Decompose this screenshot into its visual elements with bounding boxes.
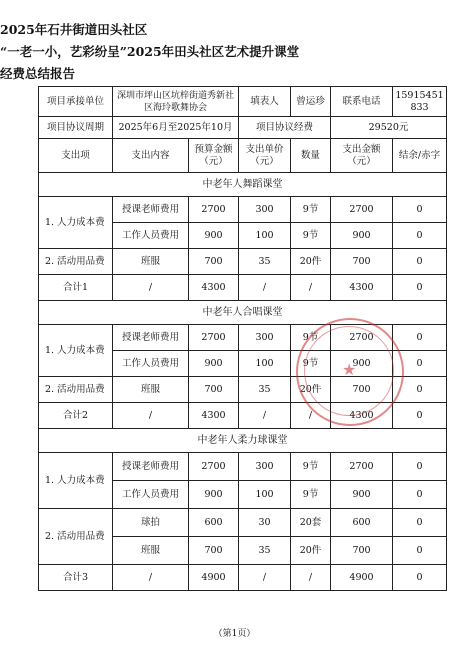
price-cell: 100 [239,223,291,249]
section-title-row [39,301,447,325]
content-cell: 球拍 [113,509,189,537]
spend-cell: 2700 [331,453,393,481]
header-unit-price: 支出单价（元） [239,139,291,173]
unit-label: 项目承接单位 [39,87,113,117]
budget-cell: 700 [189,537,239,565]
balance-cell: 0 [393,377,447,403]
expense-category: 2. 活动用品费 [39,509,113,565]
qty-cell: 20件 [291,537,331,565]
section-title-row [39,429,447,453]
content-cell: 班服 [113,377,189,403]
budget-cell: 600 [189,509,239,537]
spend-cell: 700 [331,249,393,275]
budget-cell: 900 [189,481,239,509]
section-title-row [39,173,447,197]
table-row [39,453,447,481]
header-row [39,139,447,173]
content-cell: 工作人员费用 [113,223,189,249]
price-cell: 100 [239,481,291,509]
spend-cell: 4300 [331,403,393,429]
content-cell: 授课老师费用 [113,453,189,481]
content-cell: / [113,565,189,591]
balance-cell: 0 [393,249,447,275]
section-title: 中老年人柔力球课堂 [39,429,447,453]
header-spend: 支出金额（元） [331,139,393,173]
price-cell: 35 [239,377,291,403]
funding-value: 29520元 [331,117,447,139]
expense-category: 2. 活动用品费 [39,377,113,403]
content-cell: 班服 [113,249,189,275]
unit-value: 深圳市坪山区坑梓街道秀新社区海玲歌舞协会 [113,87,239,117]
spend-cell: 900 [331,223,393,249]
budget-cell: 700 [189,377,239,403]
header-qty: 数量 [291,139,331,173]
content-cell: / [113,403,189,429]
total-row [39,403,447,429]
expense-category: 2. 活动用品费 [39,249,113,275]
balance-cell: 0 [393,275,447,301]
price-cell: 35 [239,537,291,565]
price-cell: / [239,403,291,429]
spend-cell: 600 [331,509,393,537]
qty-cell: 9节 [291,453,331,481]
qty-cell: / [291,565,331,591]
balance-cell: 0 [393,351,447,377]
qty-cell: 20套 [291,509,331,537]
spend-cell: 700 [331,377,393,403]
price-cell: 35 [239,249,291,275]
expense-category: 1. 人力成本费 [39,453,113,509]
content-cell: / [113,275,189,301]
expense-category: 1. 人力成本费 [39,325,113,377]
phone-label: 联系电话 [331,87,393,117]
price-cell: 300 [239,453,291,481]
content-cell: 工作人员费用 [113,351,189,377]
qty-cell: 9节 [291,481,331,509]
balance-cell: 0 [393,453,447,481]
spend-cell: 2700 [331,325,393,351]
qty-cell: 20件 [291,377,331,403]
price-cell: 100 [239,351,291,377]
table-row [39,197,447,223]
price-cell: 300 [239,325,291,351]
balance-cell: 0 [393,403,447,429]
spend-cell: 4900 [331,565,393,591]
document-title-line2: “一老一小，艺彩纷呈”2025年田头社区艺术提升课堂 [0,44,300,59]
budget-cell: 900 [189,223,239,249]
budget-cell: 900 [189,351,239,377]
qty-cell: 20件 [291,249,331,275]
spend-cell: 700 [331,537,393,565]
header-balance: 结余/赤字 [393,139,447,173]
expense-report-table [38,86,447,591]
price-cell: / [239,565,291,591]
budget-cell: 4300 [189,275,239,301]
qty-cell: / [291,275,331,301]
budget-cell: 4300 [189,403,239,429]
document-title-line1: 2025年石井街道田头社区 [0,22,148,37]
period-label: 项目协议周期 [39,117,113,139]
filler-value: 曾运珍 [291,87,331,117]
document-title-line3: 经费总结报告 [0,66,76,81]
filler-label: 填表人 [239,87,291,117]
budget-cell: 2700 [189,325,239,351]
balance-cell: 0 [393,325,447,351]
content-cell: 班服 [113,537,189,565]
page-number: （第1页） [213,629,256,639]
price-cell: 300 [239,197,291,223]
qty-cell: / [291,403,331,429]
qty-cell: 9节 [291,351,331,377]
content-cell: 授课老师费用 [113,325,189,351]
content-cell: 授课老师费用 [113,197,189,223]
period-value: 2025年6月至2025年10月 [113,117,239,139]
expense-category: 1. 人力成本费 [39,197,113,249]
price-cell: 30 [239,509,291,537]
qty-cell: 9节 [291,325,331,351]
balance-cell: 0 [393,565,447,591]
budget-cell: 2700 [189,197,239,223]
budget-cell: 2700 [189,453,239,481]
table-row [39,509,447,537]
qty-cell: 9节 [291,223,331,249]
qty-cell: 9节 [291,197,331,223]
budget-cell: 4900 [189,565,239,591]
spend-cell: 2700 [331,197,393,223]
balance-cell: 0 [393,537,447,565]
balance-cell: 0 [393,197,447,223]
table-row [39,377,447,403]
spend-cell: 4300 [331,275,393,301]
total-label: 合计3 [39,565,113,591]
spend-cell: 900 [331,481,393,509]
spend-cell: 900 [331,351,393,377]
total-row [39,565,447,591]
info-row-unit [39,87,447,117]
content-cell: 工作人员费用 [113,481,189,509]
total-label: 合计1 [39,275,113,301]
funding-label: 项目协议经费 [239,117,331,139]
seal-star-icon: ★ [342,360,357,379]
total-label: 合计2 [39,403,113,429]
budget-cell: 700 [189,249,239,275]
balance-cell: 0 [393,509,447,537]
phone-value: 15915451833 [393,87,447,117]
section-title: 中老年人合唱课堂 [39,301,447,325]
balance-cell: 0 [393,223,447,249]
balance-cell: 0 [393,481,447,509]
header-budget: 预算金额（元） [189,139,239,173]
table-row [39,249,447,275]
total-row [39,275,447,301]
header-item: 支出项 [39,139,113,173]
table-row [39,325,447,351]
section-title: 中老年人舞蹈课堂 [39,173,447,197]
price-cell: / [239,275,291,301]
info-row-period [39,117,447,139]
header-content: 支出内容 [113,139,189,173]
